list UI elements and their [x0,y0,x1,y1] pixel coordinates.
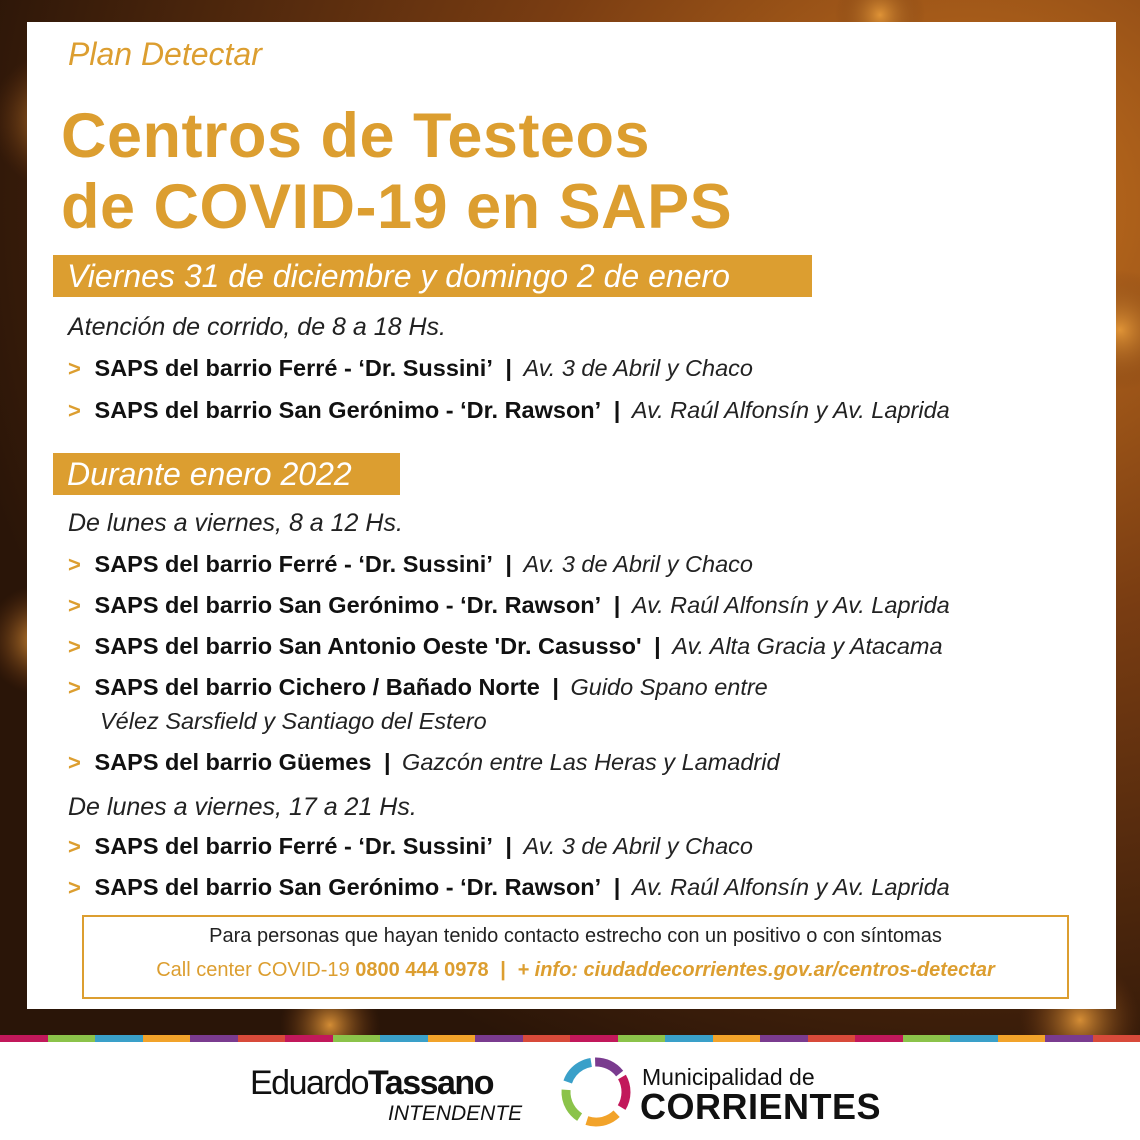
center-address: Av. Alta Gracia y Atacama [672,633,943,659]
center-name: SAPS del barrio Ferré - ‘Dr. Sussini’ [94,551,493,577]
strip-segment [48,1035,96,1042]
title-line-1: Centros de Testeos [61,101,650,171]
center-address-continued: Vélez Sarsfield y Santiago del Estero [100,708,487,734]
strip-segment [855,1035,903,1042]
center-address: Guido Spano entre [570,674,768,700]
strip-segment [428,1035,476,1042]
chevron-right-icon: > [68,834,81,859]
chevron-right-icon: > [68,750,81,775]
strip-segment [143,1035,191,1042]
strip-segment [1093,1035,1140,1042]
content-card [27,22,1116,1009]
strip-segment [760,1035,808,1042]
date-band-2: Durante enero 2022 [53,453,400,495]
strip-segment [380,1035,428,1042]
schedule-2: De lunes a viernes, 8 a 12 Hs. [68,509,403,537]
list-item [68,874,950,901]
strip-segment [713,1035,761,1042]
mayor-name [250,1064,493,1103]
date-band-1: Viernes 31 de diciembre y domingo 2 de enero [53,255,812,297]
center-name: SAPS del barrio San Gerónimo - ‘Dr. Rawson’ [94,397,602,423]
mayor-role: INTENDENTE [388,1102,523,1125]
divider: | [500,959,506,981]
mayor-last-name: Tassano [368,1064,493,1102]
callcenter-label: Call center COVID-19 [156,959,350,981]
strip-segment [333,1035,381,1042]
schedule-1: Atención de corrido, de 8 a 18 Hs. [68,313,447,341]
info-text: Para personas que hayan tenido contacto estrecho con un positivo o con síntomas [209,925,942,947]
title-line-2: de COVID-19 en SAPS [61,172,733,242]
footer [0,1042,1140,1140]
info-box [82,915,1069,999]
strip-segment [570,1035,618,1042]
separator: | [613,592,621,618]
strip-segment [950,1035,998,1042]
strip-segment [618,1035,666,1042]
center-name: SAPS del barrio Cichero / Bañado Norte [94,674,540,700]
center-address: Av. 3 de Abril y Chaco [523,833,753,859]
chevron-right-icon: > [68,398,81,423]
center-address: Av. Raúl Alfonsín y Av. Laprida [631,592,950,618]
center-address: Av. 3 de Abril y Chaco [523,355,753,381]
color-strip [0,1035,1140,1042]
separator: | [383,749,391,775]
strip-segment [238,1035,286,1042]
strip-segment [665,1035,713,1042]
separator: | [505,833,512,859]
separator: | [505,355,512,381]
list-item [68,833,753,860]
list-item [68,674,768,701]
chevron-right-icon: > [68,356,81,381]
list-item [68,397,950,424]
separator: | [505,551,512,577]
center-address: Av. 3 de Abril y Chaco [523,551,753,577]
separator: | [552,674,559,700]
mayor-first-name: Eduardo [250,1064,369,1102]
chevron-right-icon: > [68,634,81,659]
strip-segment [998,1035,1046,1042]
separator: | [613,397,621,423]
strip-segment [1045,1035,1093,1042]
strip-segment [285,1035,333,1042]
list-item [68,749,780,776]
center-name: SAPS del barrio Ferré - ‘Dr. Sussini’ [94,355,493,381]
contact-line [84,959,1067,982]
separator: | [654,633,661,659]
center-name: SAPS del barrio Ferré - ‘Dr. Sussini’ [94,833,493,859]
municipality-line-1: Municipalidad de [642,1064,815,1090]
center-address: Gazcón entre Las Heras y Lamadrid [402,749,780,775]
phone-number[interactable]: 0800 444 0978 [355,959,489,981]
kicker-text: Plan Detectar [68,36,262,72]
strip-segment [475,1035,523,1042]
center-name: SAPS del barrio Güemes [94,749,372,775]
municipal-logo-icon [560,1052,632,1132]
list-item [68,551,753,578]
chevron-right-icon: > [68,552,81,577]
center-name: SAPS del barrio San Gerónimo - ‘Dr. Rawson’ [94,592,602,618]
municipality-line-2: CORRIENTES [640,1086,882,1127]
strip-segment [903,1035,951,1042]
chevron-right-icon: > [68,675,81,700]
list-item [68,355,753,382]
center-name: SAPS del barrio San Gerónimo - ‘Dr. Rawson’ [94,874,602,900]
center-name: SAPS del barrio San Antonio Oeste 'Dr. Casusso' [94,633,642,659]
chevron-right-icon: > [68,875,81,900]
center-address: Av. Raúl Alfonsín y Av. Laprida [631,397,950,423]
separator: | [613,874,621,900]
schedule-3: De lunes a viernes, 17 a 21 Hs. [68,793,417,821]
strip-segment [0,1035,48,1042]
strip-segment [190,1035,238,1042]
strip-segment [95,1035,143,1042]
list-item [68,633,943,660]
strip-segment [808,1035,856,1042]
center-address: Av. Raúl Alfonsín y Av. Laprida [631,874,950,900]
strip-segment [523,1035,571,1042]
chevron-right-icon: > [68,593,81,618]
more-info-link[interactable]: + info: ciudaddecorrientes.gov.ar/centros-detectar [517,959,995,981]
list-item [68,592,950,619]
